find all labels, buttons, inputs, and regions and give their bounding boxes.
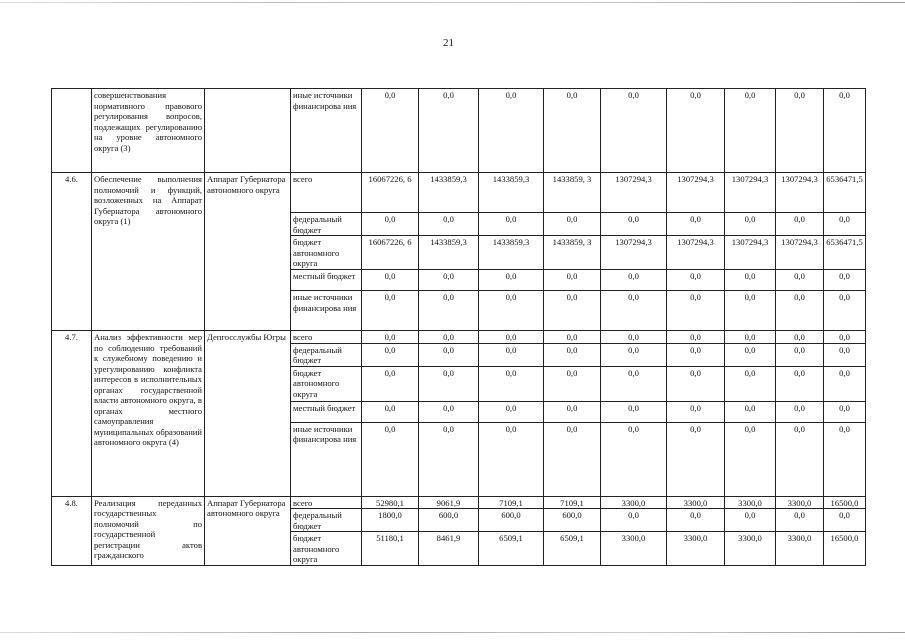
item-number: 4.7. — [52, 331, 92, 497]
amount-cell: 1433859,3 — [479, 236, 544, 270]
amount-cell: 0,0 — [667, 89, 725, 173]
amount-cell: 16067226, 6 — [362, 236, 419, 270]
amount-cell: 0,0 — [776, 331, 824, 344]
funding-source: федеральный бюджет — [291, 343, 362, 366]
amount-cell: 0,0 — [725, 89, 776, 173]
amount-cell: 0,0 — [479, 331, 544, 344]
amount-cell: 0,0 — [479, 422, 544, 496]
amount-cell: 0,0 — [419, 401, 479, 422]
amount-cell: 8461,9 — [419, 532, 479, 566]
amount-cell: 0,0 — [419, 422, 479, 496]
amount-cell: 0,0 — [824, 422, 866, 496]
amount-cell: 0,0 — [601, 422, 667, 496]
amount-cell: 0,0 — [725, 270, 776, 291]
amount-cell: 600,0 — [419, 509, 479, 532]
amount-cell: 0,0 — [544, 331, 601, 344]
amount-cell: 0,0 — [479, 270, 544, 291]
amount-cell: 0,0 — [776, 89, 824, 173]
table-row — [52, 173, 866, 213]
amount-cell: 7109,1 — [479, 496, 544, 509]
amount-cell: 3300,0 — [725, 532, 776, 566]
amount-cell: 0,0 — [725, 509, 776, 532]
activity-name: Реализация переданных государственных полномочий по государственной регистрации актов гражданского — [92, 496, 205, 565]
amount-cell: 0,0 — [824, 343, 866, 366]
amount-cell: 0,0 — [362, 291, 419, 331]
funding-source: федеральный бюджет — [291, 509, 362, 532]
scan-edge-bottom — [0, 632, 905, 633]
amount-cell: 0,0 — [601, 366, 667, 401]
amount-cell: 0,0 — [776, 213, 824, 236]
amount-cell: 0,0 — [776, 366, 824, 401]
amount-cell: 16500,0 — [824, 496, 866, 509]
amount-cell: 0,0 — [725, 331, 776, 344]
amount-cell: 7109,1 — [544, 496, 601, 509]
amount-cell: 0,0 — [667, 270, 725, 291]
funding-source: местный бюджет — [291, 401, 362, 422]
amount-cell: 0,0 — [362, 331, 419, 344]
amount-cell: 0,0 — [776, 270, 824, 291]
amount-cell: 0,0 — [362, 366, 419, 401]
amount-cell: 0,0 — [601, 213, 667, 236]
amount-cell: 1800,0 — [362, 509, 419, 532]
amount-cell: 0,0 — [824, 401, 866, 422]
amount-cell: 0,0 — [544, 270, 601, 291]
amount-cell: 0,0 — [601, 270, 667, 291]
amount-cell: 600,0 — [544, 509, 601, 532]
amount-cell: 0,0 — [544, 366, 601, 401]
amount-cell: 0,0 — [544, 343, 601, 366]
amount-cell: 0,0 — [601, 291, 667, 331]
amount-cell: 0,0 — [419, 213, 479, 236]
funding-source: всего — [291, 173, 362, 213]
amount-cell: 0,0 — [667, 366, 725, 401]
item-number: 4.8. — [52, 496, 92, 565]
amount-cell: 0,0 — [362, 422, 419, 496]
amount-cell: 3300,0 — [667, 532, 725, 566]
amount-cell: 1433859,3 — [419, 173, 479, 213]
amount-cell: 0,0 — [725, 343, 776, 366]
amount-cell: 0,0 — [601, 89, 667, 173]
funding-source: иные источники финансирова ния — [291, 422, 362, 496]
amount-cell: 1307294,3 — [776, 173, 824, 213]
item-number — [52, 89, 92, 173]
amount-cell: 16067226, 6 — [362, 173, 419, 213]
amount-cell: 0,0 — [824, 331, 866, 344]
amount-cell: 0,0 — [667, 343, 725, 366]
amount-cell: 0,0 — [776, 509, 824, 532]
funding-source: бюджет автономного округа — [291, 532, 362, 566]
page-number: 21 — [443, 37, 454, 49]
amount-cell: 0,0 — [479, 213, 544, 236]
amount-cell: 0,0 — [725, 401, 776, 422]
amount-cell: 1307294,3 — [601, 236, 667, 270]
amount-cell: 0,0 — [667, 509, 725, 532]
amount-cell: 0,0 — [824, 291, 866, 331]
amount-cell: 1433859, 3 — [544, 173, 601, 213]
amount-cell: 0,0 — [776, 291, 824, 331]
amount-cell: 0,0 — [419, 89, 479, 173]
amount-cell: 0,0 — [667, 213, 725, 236]
funding-source: иные источники финансирова ния — [291, 291, 362, 331]
amount-cell: 0,0 — [824, 270, 866, 291]
amount-cell: 0,0 — [419, 366, 479, 401]
executor: Депгосслужбы Югры — [205, 331, 291, 497]
amount-cell: 0,0 — [479, 366, 544, 401]
amount-cell: 1433859,3 — [479, 173, 544, 213]
amount-cell: 0,0 — [419, 270, 479, 291]
amount-cell: 600,0 — [479, 509, 544, 532]
executor: Аппарат Губернатора автономного округа — [205, 496, 291, 565]
amount-cell: 1307294,3 — [601, 173, 667, 213]
funding-source: бюджет автономного округа — [291, 236, 362, 270]
amount-cell: 16500,0 — [824, 532, 866, 566]
amount-cell: 3300,0 — [667, 496, 725, 509]
amount-cell: 9061,9 — [419, 496, 479, 509]
amount-cell: 3300,0 — [725, 496, 776, 509]
amount-cell: 0,0 — [776, 422, 824, 496]
amount-cell: 0,0 — [544, 213, 601, 236]
item-number: 4.6. — [52, 173, 92, 331]
amount-cell: 0,0 — [362, 213, 419, 236]
amount-cell: 6536471,5 — [824, 173, 866, 213]
amount-cell: 0,0 — [725, 213, 776, 236]
funding-source: всего — [291, 496, 362, 509]
amount-cell: 0,0 — [667, 331, 725, 344]
amount-cell: 0,0 — [479, 291, 544, 331]
amount-cell: 0,0 — [776, 343, 824, 366]
amount-cell: 0,0 — [824, 509, 866, 532]
amount-cell: 0,0 — [601, 343, 667, 366]
amount-cell: 0,0 — [419, 343, 479, 366]
amount-cell: 0,0 — [419, 291, 479, 331]
amount-cell: 1307294,3 — [776, 236, 824, 270]
amount-cell: 0,0 — [601, 401, 667, 422]
amount-cell: 0,0 — [667, 401, 725, 422]
amount-cell: 0,0 — [776, 401, 824, 422]
table-row — [52, 89, 866, 173]
activity-name: Анализ эффективности мер по соблюдению требований к служебному поведению и урегулированию конфликта интересов в исполнительных органах государственной власти автономного округа, в органах местного самоуправления муниципальных образований автономного округа (4) — [92, 331, 205, 497]
amount-cell: 0,0 — [544, 89, 601, 173]
funding-source: иные источники финансирова ния — [291, 89, 362, 173]
table-row — [52, 496, 866, 509]
amount-cell: 0,0 — [725, 291, 776, 331]
amount-cell: 3300,0 — [776, 532, 824, 566]
amount-cell: 0,0 — [362, 401, 419, 422]
scan-edge-top — [0, 2, 905, 3]
amount-cell: 1433859,3 — [419, 236, 479, 270]
amount-cell: 0,0 — [824, 89, 866, 173]
amount-cell: 0,0 — [725, 422, 776, 496]
amount-cell: 51180,1 — [362, 532, 419, 566]
amount-cell: 0,0 — [725, 366, 776, 401]
amount-cell: 0,0 — [362, 89, 419, 173]
amount-cell: 1307294,3 — [725, 236, 776, 270]
amount-cell: 0,0 — [544, 422, 601, 496]
table-row — [52, 331, 866, 344]
amount-cell: 6509,1 — [479, 532, 544, 566]
amount-cell: 0,0 — [479, 401, 544, 422]
amount-cell: 1307294,3 — [667, 173, 725, 213]
amount-cell: 0,0 — [544, 291, 601, 331]
activity-name: совершенствования нормативного правового регулирования вопросов, подлежащих регулированию на уровне автономного округа (3) — [92, 89, 205, 173]
amount-cell: 0,0 — [667, 422, 725, 496]
amount-cell: 0,0 — [601, 331, 667, 344]
amount-cell: 0,0 — [479, 89, 544, 173]
executor — [205, 89, 291, 173]
budget-table — [51, 88, 866, 566]
funding-source: всего — [291, 331, 362, 344]
activity-name: Обеспечение выполнения полномочий и функций, возложенных на Аппарат Губернатора автономного округа (1) — [92, 173, 205, 331]
amount-cell: 1307294,3 — [667, 236, 725, 270]
amount-cell: 0,0 — [479, 343, 544, 366]
amount-cell: 0,0 — [544, 401, 601, 422]
amount-cell: 0,0 — [824, 213, 866, 236]
amount-cell: 0,0 — [667, 291, 725, 331]
funding-source: местный бюджет — [291, 270, 362, 291]
table-body — [52, 89, 866, 566]
amount-cell: 0,0 — [362, 270, 419, 291]
amount-cell: 6536471,5 — [824, 236, 866, 270]
executor: Аппарат Губернатора автономного округа — [205, 173, 291, 331]
funding-source: федеральный бюджет — [291, 213, 362, 236]
amount-cell: 52980,1 — [362, 496, 419, 509]
amount-cell: 0,0 — [824, 366, 866, 401]
amount-cell: 0,0 — [601, 509, 667, 532]
amount-cell: 3300,0 — [601, 496, 667, 509]
amount-cell: 6509,1 — [544, 532, 601, 566]
amount-cell: 1307294,3 — [725, 173, 776, 213]
amount-cell: 0,0 — [419, 331, 479, 344]
amount-cell: 3300,0 — [601, 532, 667, 566]
amount-cell: 1433859, 3 — [544, 236, 601, 270]
amount-cell: 3300,0 — [776, 496, 824, 509]
amount-cell: 0,0 — [362, 343, 419, 366]
funding-source: бюджет автономного округа — [291, 366, 362, 401]
